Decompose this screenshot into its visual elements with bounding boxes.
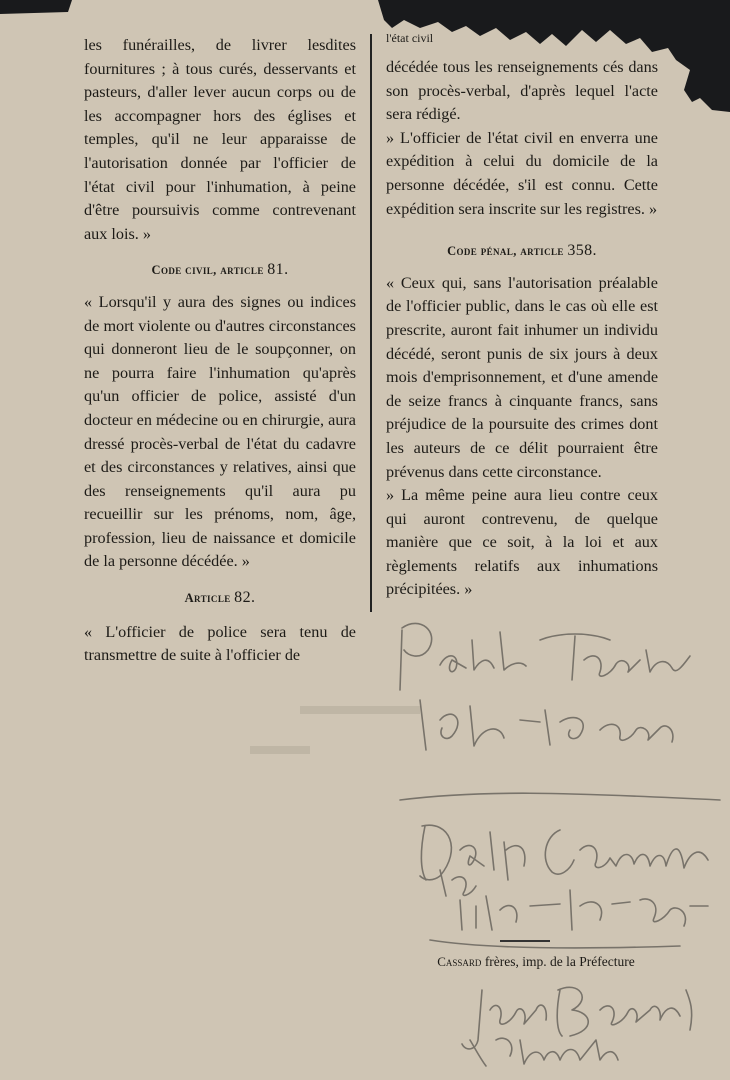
printer-name: Cassard <box>437 954 482 969</box>
article-81-text: « Lorsqu'il y aura des signes ou indices de mort violente ou d'autres circonstances qui donneront lieu de le soupçonner, on ne pourra faire l'inhumation qu'après qu'un officier de police, assisté d'un docteur en médecine ou en chirurgie, aura dressé procès-verbal de l'état du cadavre et des circonstances y relatives, ainsi que des renseignements qu'il aura pu recueillir sur les prénoms, nom, âge, profession, lieu de naissance et domicile de la personne décédée. » <box>84 292 356 571</box>
bleed-through-mark <box>300 706 420 714</box>
printer-imprint <box>386 954 686 970</box>
article-82-end: » L'officier de l'état civil en enverra une expédition à celui du domicile de la personne décédée, s'il est connu. Cette expédition sera inscrite sur les registres. » <box>386 128 658 218</box>
torn-text-fragment: l'état civil <box>386 34 434 42</box>
heading-number: 358. <box>567 242 597 260</box>
intro-paragraph: les funérailles, de livrer lesdites fournitures ; à tous curés, desservants et pasteurs, d'aller lever aucun corps ou de les accompagner hors des églises et temples, qu'il ne leur apparaisse de l'autorisation donnée par l'officier de l'état civil pour l'inhumation, à peine d'être poursuivis comme contrevenant aux lois. » <box>84 36 356 243</box>
heading-code-civil-81 <box>84 258 356 283</box>
right-column <box>386 34 658 602</box>
heading-number: 82. <box>234 589 256 607</box>
article-358-end: » La même peine aura lieu contre ceux qui auront contrevenu, de quelque manière que ce soit, à la loi et aux règlements relatifs aux inhumations précipitées. » <box>386 486 658 599</box>
imprint-rule <box>500 940 550 942</box>
heading-code-penal-358 <box>386 239 658 264</box>
signature-delph-courcelle <box>420 825 708 948</box>
signature-paul-trigoulet <box>400 623 720 800</box>
heading-label: Code civil, article <box>151 263 264 278</box>
heading-label: Article <box>184 591 231 606</box>
bleed-through-mark <box>250 746 310 754</box>
printer-details: frères, imp. de la Préfecture <box>484 954 635 969</box>
signature-jules-boarret <box>462 987 692 1066</box>
left-column <box>84 34 356 668</box>
column-divider <box>370 34 372 612</box>
heading-number: 81. <box>267 261 289 279</box>
continuation-text: décédée tous les renseignements cés dans son procès-verbal, d'après lequel l'acte sera rédigé. <box>386 58 658 124</box>
article-82-text: « L'officier de police sera tenu de transmettre de suite à l'officier de <box>84 622 356 665</box>
heading-article-82 <box>84 586 356 611</box>
heading-label: Code pénal, article <box>447 244 564 259</box>
article-358-text: « Ceux qui, sans l'autorisation préalable de l'officier public, dans le cas où elle est prescrite, auront fait inhumer un individu décédé, seront punis de six jours à deux mois d'emprisonnement, et d'une amende de seize francs à cinquante francs, sans préjudice de la poursuite des crimes dont les auteurs de ce délit pourraient être prévenus dans cette circonstance. <box>386 273 658 481</box>
